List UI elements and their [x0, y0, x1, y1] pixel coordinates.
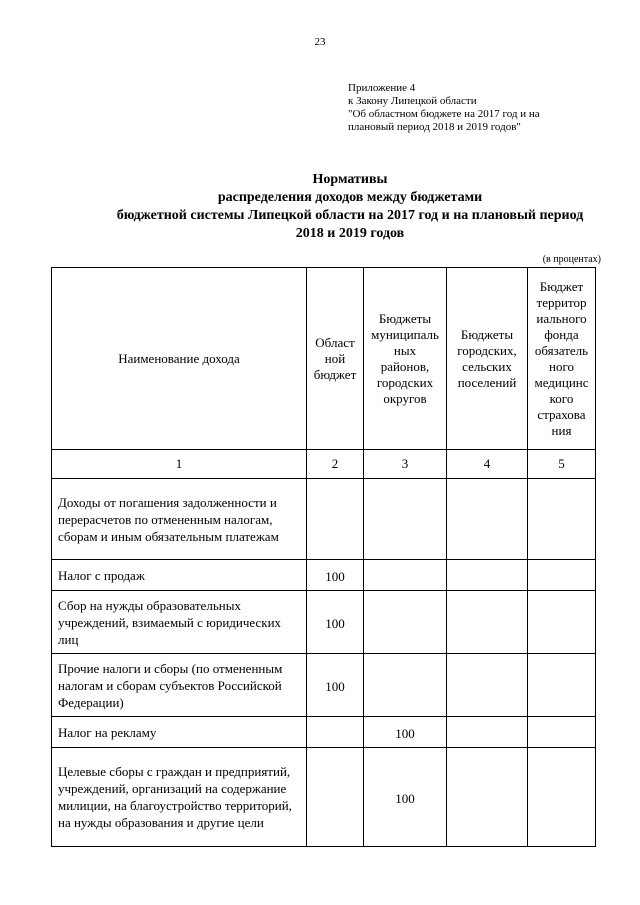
page-number: 23: [314, 36, 326, 48]
table-cell: [528, 591, 596, 654]
header-municipal-budgets: [364, 268, 447, 450]
income-name: Целевые сборы с граждан и предприятий, учреждений, организаций на содержание милиции, на благоустройство территорий, на нужды образования и другие цели: [52, 748, 307, 847]
header-label: Бюджет территор иального фонда обязатель ного медицинс кого страхова ния: [534, 278, 589, 438]
header-medical-insurance-fund: [528, 268, 596, 450]
appendix-note: [348, 82, 540, 134]
table-cell: [307, 479, 364, 560]
table-cell: [447, 717, 528, 748]
income-name: Сбор на нужды образовательных учреждений, взимаемый с юридических лиц: [52, 591, 307, 654]
table-cell: [307, 717, 364, 748]
column-number: 5: [528, 450, 596, 479]
appendix-line: "Об областном бюджете на 2017 год и на: [348, 108, 540, 120]
table-cell: [364, 560, 447, 591]
table-cell: [364, 591, 447, 654]
column-number: 3: [364, 450, 447, 479]
income-name: Прочие налоги и сборы (по отмененным налогам и сборам субъектов Российской Федерации): [52, 654, 307, 717]
table-cell: [447, 654, 528, 717]
table-cell: [528, 748, 596, 847]
header-income-name: [52, 268, 307, 450]
column-number: 1: [52, 450, 307, 479]
header-label: Бюджеты городских, сельских поселений: [457, 326, 517, 390]
title-line: 2018 и 2019 годов: [295, 226, 405, 241]
table-cell: 100: [307, 654, 364, 717]
table-row: [52, 717, 596, 748]
units-note: (в процентах): [542, 254, 601, 265]
title-line: распределения доходов между бюджетами: [217, 190, 483, 205]
table-cell: [528, 717, 596, 748]
header-settlement-budgets: [447, 268, 528, 450]
revenue-distribution-table: [51, 267, 596, 847]
table-header-row: [52, 268, 596, 450]
table-cell: [447, 479, 528, 560]
table-row: [52, 748, 596, 847]
appendix-line: к Закону Липецкой области: [348, 95, 477, 107]
document-title: [60, 171, 640, 243]
table-row: [52, 591, 596, 654]
header-regional-budget: [307, 268, 364, 450]
table-cell: 100: [307, 560, 364, 591]
table-cell: [307, 748, 364, 847]
table-cell: [528, 654, 596, 717]
table-row: [52, 560, 596, 591]
income-name: Налог на рекламу: [52, 717, 307, 748]
table-cell: [447, 748, 528, 847]
table-cell: [528, 479, 596, 560]
appendix-line: плановый период 2018 и 2019 годов": [348, 121, 521, 133]
title-line: Нормативы: [312, 172, 388, 187]
table-cell: [364, 479, 447, 560]
column-number: 4: [447, 450, 528, 479]
table-cell: [528, 560, 596, 591]
header-label: Наименование дохода: [118, 350, 240, 366]
header-label: Бюджеты муниципаль ных районов, городских округов: [371, 310, 439, 406]
section-row: [52, 479, 596, 560]
income-name: Налог с продаж: [52, 560, 307, 591]
table-row: [52, 654, 596, 717]
title-line: бюджетной системы Липецкой области на 2017 год и на плановый период: [116, 208, 584, 223]
column-number: 2: [307, 450, 364, 479]
table-cell: [447, 591, 528, 654]
table-cell: 100: [307, 591, 364, 654]
table-cell: 100: [364, 717, 447, 748]
table-cell: 100: [364, 748, 447, 847]
appendix-line: Приложение 4: [348, 82, 416, 94]
column-number-row: [52, 450, 596, 479]
table-cell: [364, 654, 447, 717]
table-cell: [447, 560, 528, 591]
section-title: Доходы от погашения задолженности и перерасчетов по отмененным налогам, сборам и иным обязательным платежам: [52, 479, 307, 560]
header-label: Област ной бюджет: [313, 334, 357, 382]
